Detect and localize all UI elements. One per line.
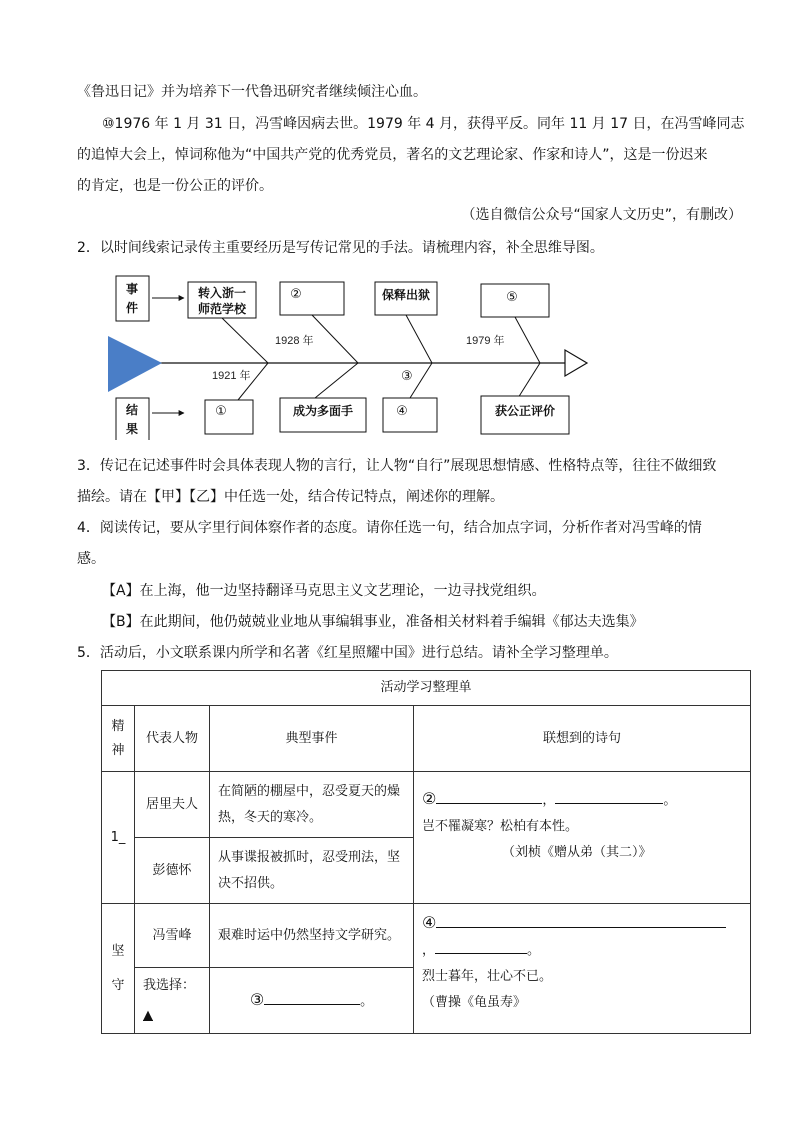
row4-event[interactable]: ③ 。 [210, 968, 414, 1034]
event-box-3-text: 保释出狱 [381, 288, 431, 302]
year-label-1921: 1921 年 [212, 370, 251, 382]
result-box-1 [205, 400, 253, 434]
passage-paragraph-10-line1: ⑩1976 年 1 月 31 日，冯雪峰因病去世。1979 年 4 月，获得平反。同年 11 月 17 日，在冯雪峰同志 [102, 116, 745, 132]
event-blank-3[interactable] [264, 990, 360, 1005]
row2-event: 从事谍报被抓时，忍受刑法，坚决不招供。 [210, 838, 414, 904]
row1-poem-source: （刘桢《赠从弟（其二）》 [502, 845, 652, 860]
event-box-2-mark: ② [290, 287, 302, 302]
poem-blank-2a[interactable] [436, 789, 542, 804]
result-box-2-text: 成为多面手 [292, 404, 354, 418]
row1-person: 居里夫人 [135, 772, 210, 838]
row1-poem: ② ， 。 岂不罹凝寒？松柏有本性。 （刘桢《赠从弟（其二）》 [414, 772, 751, 904]
row3-poem-source: （曹操《龟虽寿》 [422, 995, 527, 1010]
event-label-1: 事 [125, 282, 139, 296]
row3-person: 冯雪峰 [135, 904, 210, 968]
row2-person: 彭德怀 [135, 838, 210, 904]
question-4-line2: 感。 [77, 551, 105, 567]
header-spirit: 精 神 [102, 706, 135, 772]
mid-marker-3: ③ [401, 369, 413, 384]
bone-bottom-4 [518, 363, 540, 398]
question-3-line2: 描绘。请在【甲】【乙】中任选一处，结合传记特点，阐述你的理解。 [77, 489, 504, 505]
row4-person-mark: ▲ [143, 1007, 153, 1023]
result-box-1-mark: ① [215, 404, 227, 419]
result-box-5-text: 获公正评价 [494, 404, 556, 418]
result-label-2: 果 [125, 422, 139, 436]
year-label-1928: 1928 年 [275, 335, 314, 347]
bone-top-2 [312, 315, 358, 363]
bone-top-4 [515, 317, 540, 363]
event-box-5-mark: ⑤ [506, 290, 518, 305]
bone-top-1 [222, 318, 268, 363]
timeline-head-arrow [108, 336, 162, 392]
bone-bottom-2 [315, 363, 358, 398]
header-poem: 联想到的诗句 [414, 706, 751, 772]
poem-blank-4-mark: ④ [422, 913, 437, 932]
result-box-4 [383, 398, 437, 432]
study-sheet-table [101, 670, 751, 1034]
result-box-4-mark: ④ [396, 404, 408, 419]
result-label-1: 结 [125, 403, 139, 417]
passage-paragraph-10-line2: 的追悼大会上，悼词称他为“中国共产党的优秀党员，著名的文艺理论家、作家和诗人”，这是一份迟来 [77, 147, 708, 163]
header-person: 代表人物 [135, 706, 210, 772]
row3-poem-line2: 烈士暮年，壮心不已。 [422, 969, 553, 984]
header-event: 典型事件 [210, 706, 414, 772]
question-2: 2．以时间线索记录传主重要经历是写传记常见的手法。请梳理内容，补全思维导图。 [77, 240, 604, 256]
table-title: 活动学习整理单 [102, 671, 751, 706]
poem-blank-2-mark: ② [422, 789, 437, 808]
year-label-1979: 1979 年 [466, 335, 505, 347]
bone-top-3 [406, 315, 432, 363]
row3-poem: ④ ， 。 烈士暮年，壮心不已。 （曹操《龟虽寿》 [414, 904, 751, 1034]
fishbone-diagram [100, 270, 600, 440]
bone-bottom-3 [410, 363, 432, 398]
question-4-line1: 4．阅读传记，要从字里行间体察作者的态度。请你任选一句，结合加点字词，分析作者对冯雪峰的情 [77, 520, 702, 536]
passage-line: 《鲁迅日记》并为培养下一代鲁迅研究者继续倾注心血。 [77, 84, 427, 100]
passage-source: （选自微信公众号“国家人文历史”，有删改） [461, 207, 742, 223]
row3-event: 艰难时运中仍然坚持文学研究。 [210, 904, 414, 968]
poem-blank-4b[interactable] [435, 939, 527, 954]
poem-blank-4a[interactable] [436, 913, 726, 928]
question-4-option-a: 【A】在上海，他一边坚持翻译马克思主义文艺理论，一边寻找党组织。 [102, 583, 546, 599]
event-box-1-line1: 转入浙一 [197, 286, 247, 300]
passage-paragraph-10-line3: 的肯定，也是一份公正的评价。 [77, 178, 273, 194]
timeline-end-arrow [565, 350, 587, 376]
question-5: 5．活动后，小文联系课内所学和名著《红星照耀中国》进行总结。请补全学习整理单。 [77, 645, 618, 661]
row3-spirit: 坚 守 [102, 904, 135, 1034]
question-4-option-b: 【B】在此期间，他仍兢兢业业地从事编辑事业，准备相关材料着手编辑《郁达夫选集》 [102, 614, 644, 630]
row4-person: 我选择： ▲ [135, 968, 210, 1034]
question-3-line1: 3．传记在记述事件时会具体表现人物的言行，让人物“自行”展现思想情感、性格特点等，往往不做细致 [77, 458, 717, 474]
poem-blank-2b[interactable] [555, 789, 663, 804]
event-label-2: 件 [125, 301, 139, 315]
row1-poem-line2: 岂不罹凝寒？松柏有本性。 [422, 819, 579, 834]
event-box-1-line2: 师范学校 [197, 302, 247, 316]
row1-event: 在简陋的棚屋中，忍受夏天的燥热，冬天的寒冷。 [210, 772, 414, 838]
row1-spirit-blank: 1_ [102, 772, 135, 904]
